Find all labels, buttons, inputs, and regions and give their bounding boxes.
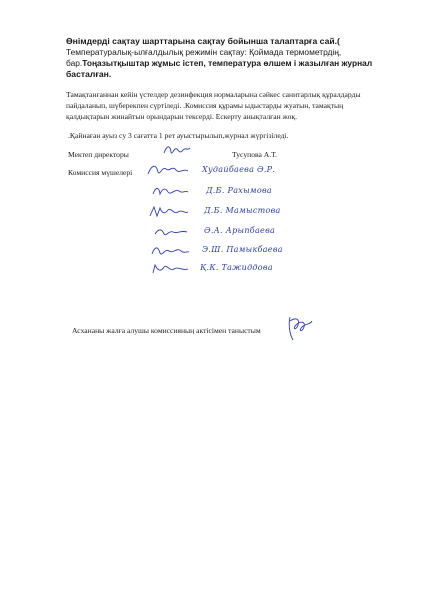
heading-line-3-prefix: бар. <box>66 58 83 68</box>
member-name-1: Худайбаева Ә.Р. <box>202 165 276 174</box>
member-name-2: Д.Б. Рахымова <box>206 186 272 195</box>
member-name-5: Э.Ш. Памыкбаева <box>202 245 283 254</box>
member-signature-2 <box>150 183 190 199</box>
director-signature <box>162 143 192 159</box>
paragraph-2: .Қайнаған ауыз су 3 сағатта 1 рет ауыстырылып,журнал жүргізіледі. <box>68 131 289 140</box>
paragraph-1-line-2: пайдаланып, шүберекпен сүртіледі. .Комиссия құрамы ыдыстарды жуатын, тамақтың <box>66 101 344 110</box>
member-signature-5 <box>150 243 190 259</box>
commission-label: Комиссия мүшелері <box>68 168 133 177</box>
member-name-4: Ә.А. Арыпбаева <box>204 226 276 235</box>
heading-line-2: Температуралық-ылғалдылық режимін сақтау: Қоймада термометрдің, <box>66 47 342 57</box>
member-signature-3 <box>148 204 190 220</box>
acknowledgement-text: Асхананы жалға алушы комиссияның актісімен таныстым <box>72 326 261 335</box>
director-name: Тусупова А.Т. <box>232 150 277 159</box>
member-name-6: Қ.К. Тажиддова <box>200 263 273 272</box>
heading-line-4: басталған. <box>66 69 112 79</box>
paragraph-1-line-3: қалдықтарын жинайтын орындарын тексерді. Ескерту анықталған жоқ. <box>66 112 297 121</box>
member-signature-4 <box>152 224 190 240</box>
heading-line-1: Өнімдерді сақтау шарттарына сақтау бойынша талаптарға сай.( <box>66 36 340 46</box>
member-signature-1 <box>146 162 190 178</box>
member-signature-6 <box>150 261 190 277</box>
member-name-3: Д.Б. Мамыстова <box>204 206 281 215</box>
director-label: Мектеп директоры <box>68 150 129 159</box>
tenant-signature <box>284 313 314 343</box>
paragraph-1-line-1: Тамақтанғаннан кейін үстелдер дезинфекция нормаларына сәйкес санитарлық құралдарды <box>66 90 361 99</box>
heading-line-3-bold: Тоңазытқыштар жұмыс істеп, температура өлшем і жазылған журнал <box>82 58 373 68</box>
heading-line-3 <box>66 58 372 68</box>
